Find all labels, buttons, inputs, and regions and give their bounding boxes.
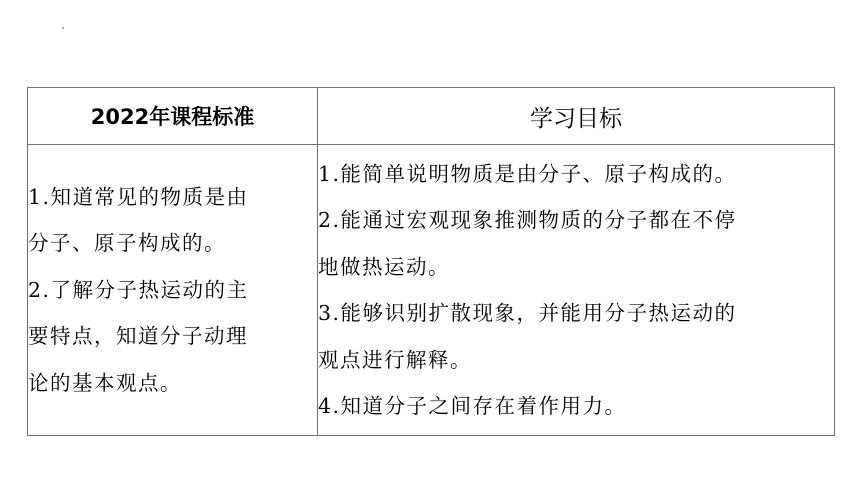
standards-line: 论的基本观点。	[28, 370, 182, 395]
header-curriculum-standard: 2022年课程标准	[28, 88, 318, 145]
standards-cell	[28, 145, 318, 436]
objectives-line: 1.能简单说明物质是由分子、原子构成的。	[318, 161, 737, 186]
table-row	[28, 145, 835, 436]
decorative-dot	[62, 27, 64, 29]
standards-line: 要特点，知道分子动理	[28, 324, 248, 349]
objectives-line: 地做热运动。	[318, 254, 450, 279]
standards-line: 分子、原子构成的。	[28, 231, 226, 256]
objectives-line: 3.能够识别扩散现象，并能用分子热运动的	[318, 301, 737, 325]
curriculum-table	[27, 87, 835, 436]
objectives-line: 2.能通过宏观现象推测物质的分子都在不停	[318, 208, 737, 232]
table-header-row	[28, 88, 835, 145]
objectives-line: 观点进行解释。	[318, 347, 472, 372]
objectives-cell	[318, 145, 835, 436]
standards-line: 2.了解分子热运动的主	[28, 277, 249, 302]
standards-line: 1.知道常见的物质是由	[28, 184, 249, 209]
objectives-line: 4.知道分子之间存在着作用力。	[318, 394, 627, 418]
header-learning-objectives: 学习目标	[318, 88, 835, 145]
